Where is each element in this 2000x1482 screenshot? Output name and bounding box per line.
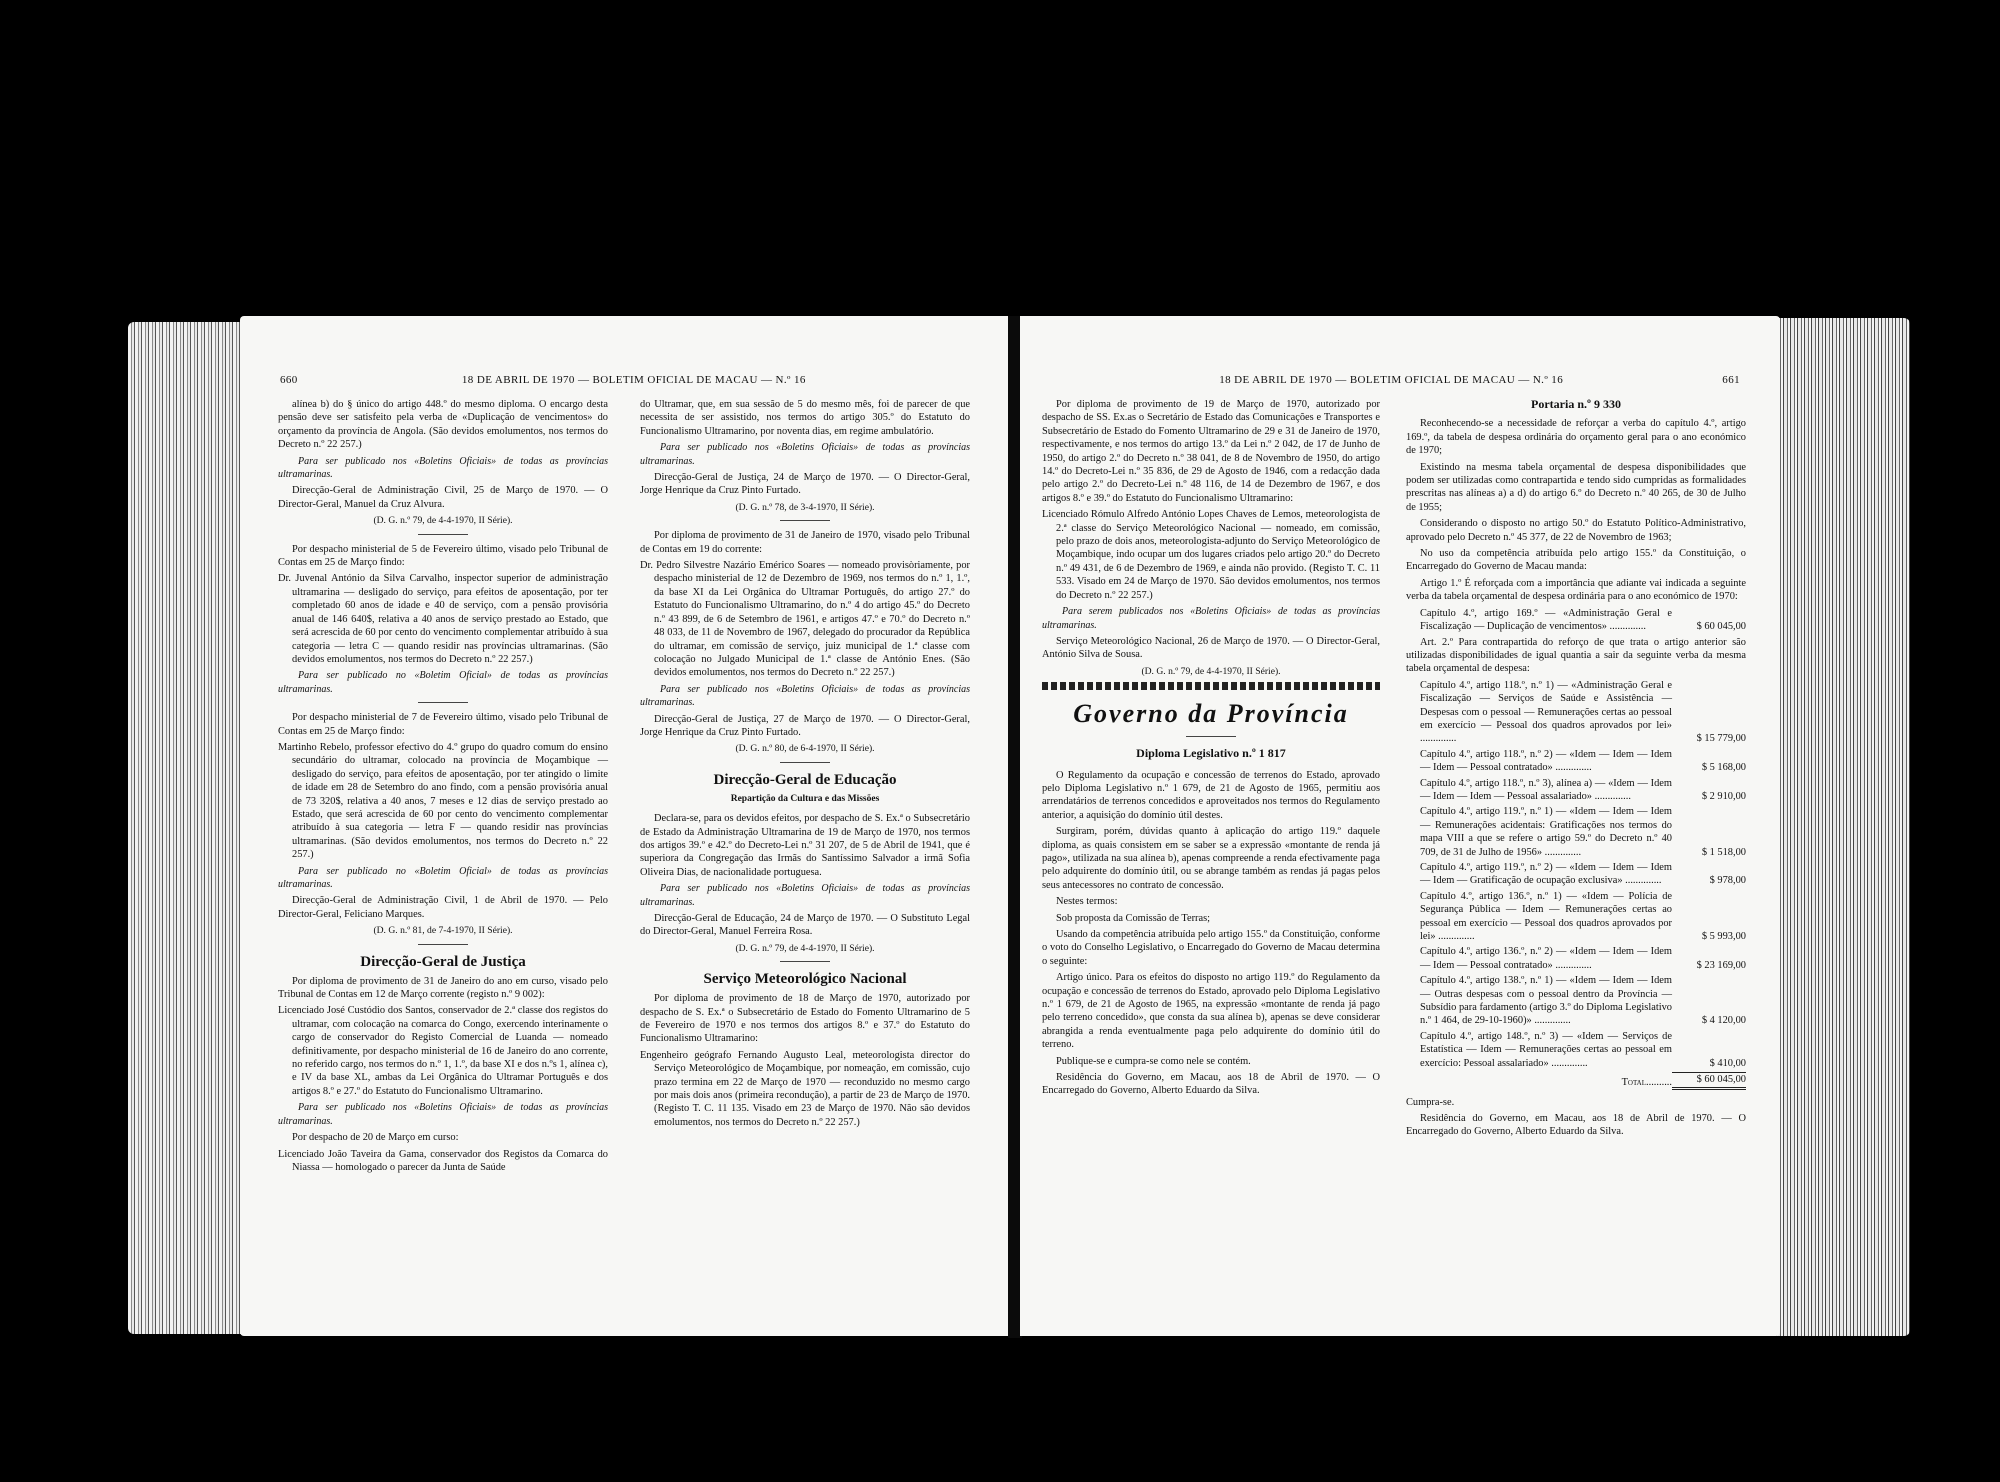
appointment-entry: Dr. Juvenal António da Silva Carvalho, inspector superior de administração ultramarina — desligado do serviço, para efeitos de aposentação, por ter completado 60 anos de idade e 40 de serviço, com a pensão provisória anual de 146 640$, relativa a 40 anos de serviço prestado ao Estado, que será acrescida de 60 por cento do vencimento complementar atribuído à sua categoria — letra C — quando residir nas províncias ultramarinas. (São devidos emolumentos, nos termos do Decreto n.º 22 257.) [278, 573, 608, 665]
gazette-reference: (D. G. n.º 81, de 7-4-1970, II Série). [373, 925, 513, 937]
budget-item: Capítulo 4.º, artigo 118.º, n.º 2) — «Idem — Idem — Idem — Idem — Pessoal contratado» .............. [1420, 748, 1672, 774]
appointment-entry: Licenciado Rómulo Alfredo António Lopes Chaves de Lemos, meteorologista de 2.ª classe do Serviço Meteorológico Nacional — nomeado, em comissão, pelo prazo de dois anos, meteorologista-adjunto do Serviço Meteorológico de Moçambique, indo ocupar um dos lugares criados pelo artigo 20.º do Decreto n.º 49 431, de 6 de Dezembro de 1969, e ainda não provido. (Registo T. C. 11 533. Visado em 24 de Março de 1970. São devidos emolumentos, nos termos do Decreto n.º 22 257.) [1042, 509, 1380, 601]
signature-line: Direcção-Geral de Justiça, 24 de Março de 1970. — O Director-Geral, Jorge Henrique da Cruz Pinto Furtado. [640, 472, 970, 497]
appointment-entry: Licenciado José Custódio dos Santos, conservador de 2.ª classe dos registos do ultramar, com colocação na comarca do Congo, exercendo interinamente o cargo de conservador do Registo Comercial de Luanda — nomeado definitivamente, por despacho ministerial de 16 de Janeiro do ano corrente, no referido cargo, nos termos do n.º 1, 1.º, da base XI e dos n.ºs 1, alínea c), e IV da base XL, ambas da Lei Orgânica do Ultramar Português e dos artigos 8.º e 27.º do Estatuto do Funcionalismo Ultramarino. [278, 1005, 608, 1097]
publication-note: Para serem publicados nos «Boletins Oficiais» de todas as províncias ultramarinas. [1042, 606, 1380, 631]
paragraph: Usando da competência atribuída pelo artigo 155.º da Constituição, conforme o voto do Conselho Legislativo, o Encarregado do Governo de Macau determina o seguinte: [1042, 929, 1380, 967]
total-label: Total.......... [1621, 1077, 1672, 1089]
paragraph: Artigo 1.º É reforçada com a importância que adiante vai indicada a seguinte verba da tabela orçamental de despesa ordinária para o ano económico de 1970: [1406, 577, 1746, 603]
paragraph: No uso da competência atribuída pelo artigo 155.º da Constituição, o Encarregado do Governo de Macau manda: [1406, 548, 1746, 573]
paragraph: Nestes termos: [1056, 896, 1118, 908]
budget-item: Capítulo 4.º, artigo 119.º, n.º 2) — «Idem — Idem — Idem — Idem — Gratificação de ocupação exclusiva» .............. [1420, 862, 1672, 887]
publication-note: Para ser publicado no «Boletim Oficial» de todas as províncias ultramarinas. [278, 865, 608, 890]
budget-row [1406, 1030, 1746, 1070]
budget-item: Capítulo 4.º, artigo 118.º, n.º 3), alínea a) — «Idem — Idem — Idem — Idem — Pessoal assalariado» .............. [1420, 777, 1672, 802]
total-value: $ 60 045,00 [1672, 1072, 1746, 1089]
paragraph: Existindo na mesma tabela orçamental de despesa disponibilidades que podem ser utilizadas como contrapartida e tendo sido cumpridas as formalidades prescritas nas alíneas a) a d) do artigo 6.º do Decreto n.º 40 265, de 30 de Julho de 1955; [1406, 461, 1746, 513]
left-column-1 [278, 398, 608, 1177]
book-page-edges-right [1770, 318, 1910, 1336]
paragraph: Por diploma de provimento de 19 de Março de 1970, autorizado por despacho de SS. Ex.as o Secretário de Estado das Comunicações e Transportes e Subsecretário de Estado do Fomento Ultramarino de 29 e 31 de Janeiro de 1970, respectivamente, e nos termos do artigo 13.º da Lei n.º 2 042, de 17 de Junho de 1950, do artigo 2.º do Decreto n.º 38 041, de 8 de Novembro de 1950, do artigo 14.º do Decreto-Lei n.º 35 836, de 29 de Agosto de 1946, com a redacção dada pelo artigo 2.º do Decreto-Lei n.º 48 116, de 14 de Dezembro de 1967, e dos artigos 8.º e 39.º do Estatuto do Funcionalismo Ultramarino: [1042, 399, 1380, 504]
paragraph: Residência do Governo, em Macau, aos 18 de Abril de 1970. — O Encarregado do Governo, Alberto Eduardo da Silva. [1406, 1112, 1746, 1138]
separator-rule [780, 762, 830, 763]
diploma-title: Diploma Legislativo n.º 1 817 [1136, 746, 1286, 761]
paragraph: Sob proposta da Comissão de Terras; [1056, 912, 1211, 924]
budget-amount: $ 1 518,00 [1701, 846, 1746, 858]
left-running-head [280, 374, 970, 388]
budget-row [1406, 679, 1746, 746]
paragraph: Publique-se e cumpra-se como nele se contém. [1056, 1055, 1251, 1067]
budget-row [1406, 974, 1746, 1028]
gazette-reference: (D. G. n.º 78, de 3-4-1970, II Série). [735, 501, 875, 513]
signature-line: Direcção-Geral de Administração Civil, 25 de Março de 1970. — O Director-Geral, Manuel da Cruz Alvura. [278, 485, 608, 510]
right-running-head [1060, 374, 1740, 388]
budget-item: Capítulo 4.º, artigo 136.º, n.º 2) — «Idem — Idem — Idem — Idem — Pessoal contratado» .............. [1420, 946, 1672, 971]
paragraph: do Ultramar, que, em sua sessão de 5 do mesmo mês, foi de parecer de que necessita de ser assistido, nos termos do artigo 305.º do Estatuto do Funcionalismo Ultramarino, por noventa dias, em regime ambulatório. [640, 399, 970, 437]
section-title: Direcção-Geral de Educação [713, 771, 897, 788]
gazette-reference: (D. G. n.º 79, de 4-4-1970, II Série). [1141, 665, 1281, 677]
budget-amount: $ 60 045,00 [1696, 621, 1746, 633]
paragraph: Surgiram, porém, dúvidas quanto à aplicação do artigo 119.º daquele diploma, as quais consistem em se saber se a expressão «montante de renda já pago», utilizada na sua alínea b), apenas compreende a renda efectivamente paga pelo adquirente do domínio útil, ou se abrange também as rendas já pagas pelos seus antecessores no contrato de concessão. [1042, 826, 1380, 891]
budget-amount: $ 978,00 [1709, 875, 1746, 887]
budget-item: Capítulo 4.º, artigo 138.º, n.º 1) — «Idem — Idem — Idem — Outras despesas com o pessoal dentro da Província — Subsídio para fardamento (artigo 3.º do Diploma Legislativo n.º 1 464, de 29-10-1960)» .............. [1420, 975, 1672, 1027]
budget-amount: $ 5 993,00 [1701, 931, 1746, 943]
running-title: 18 DE ABRIL DE 1970 — BOLETIM OFICIAL DE MACAU — N.º 16 [1219, 374, 1564, 386]
right-column-1 [1042, 398, 1380, 1101]
page-number: 660 [280, 374, 298, 386]
budget-item: Capítulo 4.º, artigo 169.º — «Administração Geral e Fiscalização — Duplicação de vencimentos» .............. [1420, 607, 1672, 633]
gazette-reference: (D. G. n.º 80, de 6-4-1970, II Série). [735, 743, 875, 755]
signature-line: Direcção-Geral de Educação, 24 de Março de 1970. — O Substituto Legal do Director-Geral, Manuel Ferreira Rosa. [640, 913, 970, 938]
budget-row [1406, 945, 1746, 972]
portaria-title: Portaria n.º 9 330 [1531, 397, 1621, 411]
governo-heading: Governo da Província [1073, 699, 1349, 729]
paragraph: alínea b) do § único do artigo 448.º do mesmo diploma. O encargo desta pensão deve ser satisfeito pela verba de «Duplicação de vencimentos» do orçamento da província de Angola. (São devidos emolumentos, nos termos do Decreto n.º 22 257.) [278, 399, 608, 451]
publication-note: Para ser publicado nos «Boletins Oficiais» de todas as províncias ultramarinas. [278, 1102, 608, 1127]
left-page [240, 316, 1010, 1336]
publication-note: Para ser publicado nos «Boletins Oficiais» de todas as províncias ultramarinas. [640, 883, 970, 908]
appointment-entry: Martinho Rebelo, professor efectivo do 4.º grupo do quadro comum do ensino secundário do ultramar, colocado na província de Moçambique — desligado do serviço, para efeitos de aposentação, por ter atingido o limite de idade em 28 de Setembro do ano findo, com a pensão provisória anual de 73 320$, relativa a 40 anos, 7 meses e 12 dias de serviço prestado ao Estado, que será acrescida de 60 por cento do vencimento complementar atribuído à sua categoria — letra F — quando residir nas províncias ultramarinas. (São devidos emolumentos, nos termos do Decreto n.º 22 257.) [278, 741, 608, 861]
budget-row [1406, 748, 1746, 775]
page-number: 661 [1722, 374, 1740, 386]
running-title: 18 DE ABRIL DE 1970 — BOLETIM OFICIAL DE MACAU — N.º 16 [461, 374, 806, 386]
separator-rule [1186, 736, 1236, 737]
reinforce-table [1406, 607, 1746, 634]
publication-note: Para ser publicado nos «Boletins Oficiais» de todas as províncias ultramarinas. [278, 455, 608, 481]
budget-row [1406, 890, 1746, 944]
signature-line: Direcção-Geral de Justiça, 27 de Março de 1970. — O Director-Geral, Jorge Henrique da Cruz Pinto Furtado. [640, 713, 970, 738]
article-2: Art. 2.º Para contrapartida do reforço de que trata o artigo anterior são utilizadas disponibilidades de igual quantia a sair da seguinte verba da mesma tabela orçamental de despesa: [1406, 636, 1746, 675]
paragraph: Por diploma de provimento de 31 de Janeiro de 1970, visado pelo Tribunal de Contas em 19 do corrente: [640, 530, 970, 555]
budget-row [1406, 861, 1746, 888]
budget-item: Capítulo 4.º, artigo 148.º, n.º 3) — «Idem — Serviços de Estatística — Idem — Remunerações certas ao pessoal em exercício: Pessoal assalariado» .............. [1420, 1030, 1672, 1069]
separator-rule [418, 944, 468, 945]
gazette-reference: (D. G. n.º 79, de 4-4-1970, II Série). [373, 515, 513, 527]
paragraph: Por despacho de 20 de Março em curso: [292, 1132, 459, 1144]
separator-rule [418, 534, 468, 535]
budget-amount: $ 15 779,00 [1696, 733, 1746, 745]
paragraph: O Regulamento da ocupação e concessão de terrenos do Estado, aprovado pelo Diploma Legislativo n.º 1 679, de 21 de Agosto de 1965, permitiu aos arrendatários de terrenos concedidos e aproveitados nos termos do Regulamento anterior, a aquisição do domínio útil destes. [1042, 769, 1380, 821]
appointment-entry: Engenheiro geógrafo Fernando Augusto Leal, meteorologista director do Serviço Meteorológico de Moçambique, por nomeação, em comissão, cujo prazo termina em 22 de Março de 1970 — reconduzido no mesmo cargo por mais dois anos (primeira recondução), a partir de 23 de Março de 1970. (Registo T. C. 11 135. Visado em 23 de Março de 1970. Não são devidos emolumentos, nos termos do Decreto n.º 22 257.) [640, 1049, 970, 1128]
appointment-entry: Dr. Pedro Silvestre Nazário Emérico Soares — nomeado provisòriamente, por despacho ministerial de 12 de Dezembro de 1969, nos termos do n.º 1, 1.º, da base XI da Lei Orgânica do Ultramar Português, do artigo 27.º do Estatuto do Funcionalismo Ultramarino, do n.º 4 do artigo 45.º do Decreto n.º 43 899, de 6 de Setembro de 1961, e artigos 47.º e 70.º do Decreto n.º 48 033, de 11 de Novembro de 1967, delegado do procurador da República do ultramar, em comissão de serviço, juiz municipal de 1.ª classe com colocação no Julgado Municipal de 1.ª classe de António Enes. (São devidos emolumentos, nos termos do Decreto n.º 22 257.) [640, 560, 970, 679]
paragraph: Declara-se, para os devidos efeitos, por despacho de S. Ex.ª o Subsecretário de Estado da Administração Ultramarina de 19 de Março de 1970, nos termos dos artigos 39.º e 42.º do Decreto-Lei n.º 31 207, de 5 de Abril de 1941, que é superiora da Congregação das Irmãs do Santíssimo Salvador a irmã Sofia Oliveira Dias, de nacionalidade portuguesa. [640, 813, 970, 878]
budget-item: Capítulo 4.º, artigo 119.º, n.º 1) — «Idem — Idem — Idem — Remunerações acidentais: Gratificações nos termos do mapa VIII a que se refere o artigo 59.º do Decreto n.º 40 709, de 31 de Julho de 1956» .............. [1420, 806, 1672, 858]
appointment-entry: Licenciado João Taveira da Gama, conservador dos Registos da Comarca do Niassa — homologado o parecer da Junta de Saúde [278, 1148, 608, 1173]
separator-rule [418, 702, 468, 703]
ornamental-border [1042, 682, 1380, 690]
paragraph: Por diploma de provimento de 18 de Março de 1970, autorizado por despacho de S. Ex.ª o Subsecretário de Estado do Fomento Ultramarino de 5 de Fevereiro de 1970 e nos termos dos artigos 8.º e 37.º do Estatuto do Funcionalismo Ultramarino: [640, 993, 970, 1045]
signature-line: Direcção-Geral de Administração Civil, 1 de Abril de 1970. — Pelo Director-Geral, Feliciano Marques. [278, 895, 608, 920]
total-row [1406, 1072, 1746, 1089]
paragraph: Cumpra-se. [1406, 1096, 1455, 1108]
separator-rule [780, 520, 830, 521]
publication-note: Para ser publicado nos «Boletins Oficiais» de todas as províncias ultramarinas. [640, 442, 970, 467]
portaria-intro [1406, 417, 1746, 603]
paragraph: Considerando o disposto no artigo 50.º do Estatuto Político-Administrativo, aprovado pelo Decreto n.º 45 377, de 22 de Novembro de 1963; [1406, 518, 1746, 543]
section-title: Serviço Meteorológico Nacional [703, 971, 907, 988]
separator-rule [780, 961, 830, 962]
paragraph: Por diploma de provimento de 31 de Janeiro do ano em curso, visado pelo Tribunal de Contas em 12 de Março corrente (registo n.º 9 002): [278, 975, 608, 1001]
budget-row [1406, 607, 1746, 634]
section-title: Direcção-Geral de Justiça [360, 953, 526, 970]
right-column-2 [1406, 398, 1746, 1142]
book-page-edges-left [128, 322, 248, 1334]
budget-amount: $ 410,00 [1709, 1057, 1746, 1069]
publication-note: Para ser publicado nos «Boletins Oficiais» de todas as províncias ultramarinas. [640, 683, 970, 709]
right-page [1020, 316, 1780, 1336]
paragraph: Artigo único. Para os efeitos do disposto no artigo 119.º do Regulamento da ocupação e concessão de terrenos do Estado, aprovado pelo Diploma Legislativo n.º 1 679, de 21 de Agosto de 1965, na expressão «montante de renda já pago pelo terreno concedido», que consta da sua alínea b), apenas se deve considerar abrangida a renda eventualmente paga pelo adquirente do domínio útil do terreno. [1042, 972, 1380, 1051]
budget-amount: $ 4 120,00 [1701, 1015, 1746, 1027]
paragraph: Por despacho ministerial de 7 de Fevereiro último, visado pelo Tribunal de Contas em 25 de Março findo: [278, 712, 608, 737]
signature-line: Serviço Meteorológico Nacional, 26 de Março de 1970. — O Director-Geral, António Silva de Sousa. [1042, 635, 1380, 661]
portaria-closing [1406, 1096, 1746, 1139]
budget-amount: $ 2 910,00 [1701, 790, 1746, 802]
publication-note: Para ser publicado no «Boletim Oficial» de todas as províncias ultramarinas. [278, 670, 608, 695]
budget-row [1406, 805, 1746, 859]
subsection-title: Repartição da Cultura e das Missões [730, 793, 880, 804]
gazette-reference: (D. G. n.º 79, de 4-4-1970, II Série). [735, 942, 875, 954]
paragraph: Residência do Governo, em Macau, aos 18 de Abril de 1970. — O Encarregado do Governo, Alberto Eduardo da Silva. [1042, 1072, 1380, 1097]
paragraph: Reconhecendo-se a necessidade de reforçar a verba do capítulo 4.º, artigo 169.º, da tabela de despesa ordinária do orçamento geral para o ano económico de 1970; [1406, 418, 1746, 457]
budget-amount: $ 5 168,00 [1701, 762, 1746, 774]
budget-item: Capítulo 4.º, artigo 136.º, n.º 1) — «Idem — Polícia de Segurança Pública — Idem — Remunerações certas ao pessoal em exercício — Pessoal dos quadros aprovados por lei» .............. [1420, 890, 1672, 943]
counterpart-table [1406, 679, 1746, 1070]
budget-item: Capítulo 4.º, artigo 118.º, n.º 1) — «Administração Geral e Fiscalização — Serviços de Saúde e Assistência — Despesas com o pessoal — Remunerações certas ao pessoal em exercício — Pessoal dos quadros aprovados por lei» .............. [1420, 679, 1672, 745]
budget-row [1406, 777, 1746, 804]
budget-amount: $ 23 169,00 [1696, 959, 1746, 971]
paragraph: Por despacho ministerial de 5 de Fevereiro último, visado pelo Tribunal de Contas em 25 de Março findo: [278, 543, 608, 569]
left-column-2 [640, 398, 970, 1132]
